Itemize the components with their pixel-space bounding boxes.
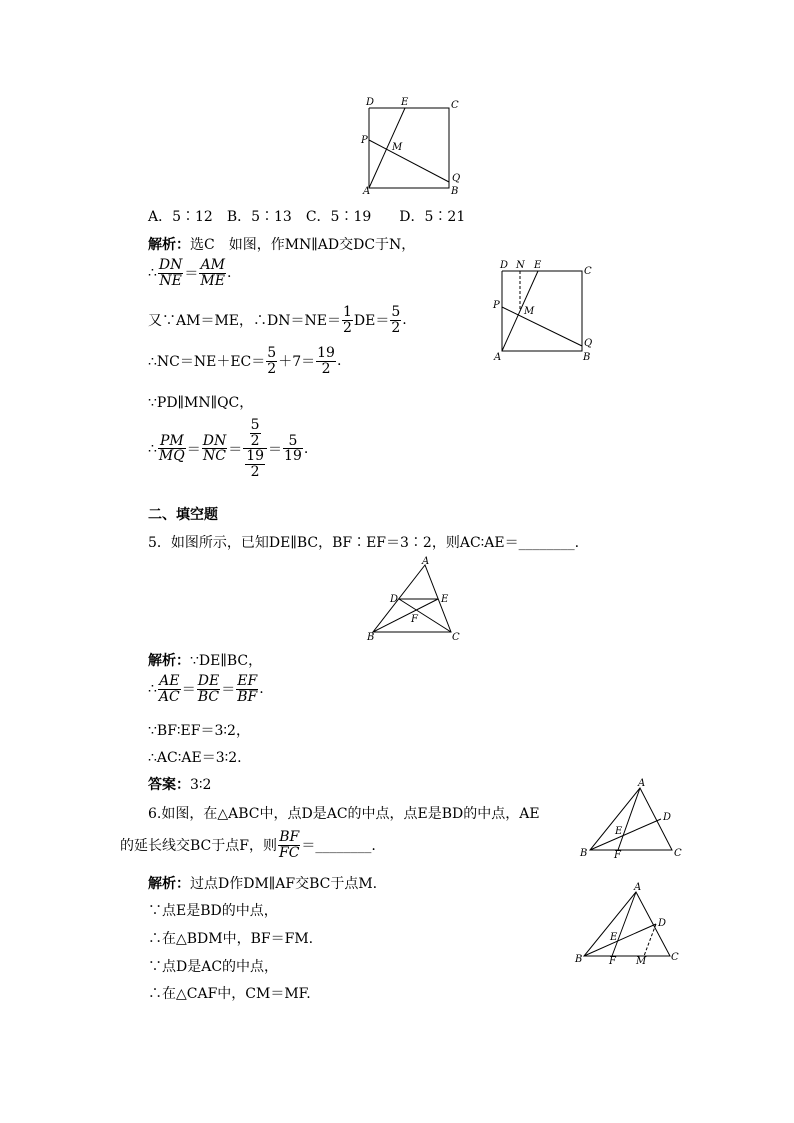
section-heading: 二、填空题 [148,507,218,523]
label-C: C [674,848,682,859]
answer-value: 3∶2 [190,777,212,793]
q4-step-4: ∵PD∥MN∥QC， [148,395,254,411]
label-A: A [363,186,371,197]
label-C: C [671,952,679,963]
solution-text: 选C 如图，作MN∥AD交DC于N， [190,237,416,253]
label-A: A [638,778,646,789]
label-B: B [580,848,588,859]
label-D: D [663,812,672,823]
label-C: C [452,632,460,643]
solution-text: 过点D作DM∥AF交BC于点M. [190,876,378,892]
q6-solution-line [148,873,377,893]
label-D: D [366,97,375,108]
label-C: C [584,266,592,277]
label-D: D [390,594,399,605]
q4-step-5: ∴ $\frac{PM}{MQ}$ ＝ $\frac{DN}{NC}$ ＝ $\frac{\frac{5}{2}}{\frac{19}{2}}$ ＝ $\frac{5}{19}$ . [148,417,309,481]
fraction: $\frac{AM}{ME}$ [200,257,225,289]
label-M: M [392,142,403,153]
solution-label: 解析： [148,876,190,892]
q6-step-4: ∴在△CAF中，CM＝MF. [148,986,311,1002]
label-F: F [411,614,418,625]
label-E: E [441,594,449,605]
fraction: $\frac{DE}{BC}$ [197,673,220,705]
label-N: N [516,260,525,271]
q6-step-1: ∵点E是BD的中点， [148,903,278,919]
label-M: M [636,956,647,967]
label-M: M [524,306,535,317]
label-E: E [610,932,618,943]
q4-step-1: ∴ $\frac{DN}{NE}$ ＝ $\frac{AM}{ME}$ . [148,257,232,289]
label-B: B [451,186,459,197]
q5-step-3: ∴AC∶AE＝3∶2. [148,750,242,766]
label-A: A [422,556,430,567]
fraction: $\frac{DN}{NC}$ [202,432,227,465]
fraction: $\frac{PM}{MQ}$ [158,432,185,465]
triangle-figure-q6 [576,780,686,860]
label-F: F [614,850,621,861]
fraction: $\frac{BF}{FC}$ [278,829,300,861]
fraction: $\frac{19}{2}$ [317,345,335,377]
label-F: F [609,956,616,967]
label-E: E [401,97,409,108]
label-E: E [615,826,623,837]
label-Q: Q [452,173,461,184]
q5-step-2: ∵BF∶EF＝3∶2， [148,723,250,739]
label-E: E [534,260,542,271]
solution-label: 解析： [148,653,190,669]
triangle-figure-q6-solution [574,884,684,968]
label-A: A [634,882,642,893]
q5-stem: 5．如图所示，已知DE∥BC，BF∶EF＝3∶2，则AC∶AE＝________. [148,535,580,551]
fraction: $\frac{DN}{NE}$ [158,257,183,289]
fraction: $\frac{5}{2}$ [267,345,277,377]
fraction: $\frac{EF}{BF}$ [237,673,258,705]
solution-label: 解析： [148,237,190,253]
q4-solution-line [148,234,415,254]
answer-label: 答案： [148,777,190,793]
fraction: $\frac{AE}{AC}$ [158,673,180,705]
fraction: $\frac{5}{2}$ [391,304,401,336]
q4-options: A．5∶12 B．5∶13 C．5∶19 D．5∶21 [148,209,466,225]
fraction: $\frac{5}{19}$ [284,432,302,465]
label-P: P [361,135,368,146]
q6-step-2: ∴在△BDM中，BF＝FM. [148,931,314,947]
q6-stem-line-1: 6.如图，在△ABC中，点D是AC的中点，点E是BD的中点，AE [148,806,540,822]
label-D: D [658,918,667,929]
complex-fraction: $\frac{\frac{5}{2}}{\frac{19}{2}}$ [243,418,267,480]
solution-text: ∵DE∥BC， [190,653,263,669]
q6-step-3: ∵点D是AC的中点， [148,959,279,975]
q5-solution-line [148,650,262,670]
label-B: B [575,954,583,965]
square-figure-top [360,96,460,200]
square-figure-with-n [492,262,592,366]
label-C: C [451,100,459,111]
label-Q: Q [584,338,593,349]
q5-step-1: ∴ $\frac{AE}{AC}$ ＝ $\frac{DE}{BC}$ ＝ $\frac{EF}{BF}$ . [148,673,264,705]
q5-answer-line [148,774,211,794]
label-D: D [500,260,509,271]
label-A: A [494,352,502,363]
label-B: B [583,352,591,363]
q4-step-3: ∴NC＝NE＋EC＝ $\frac{5}{2}$ ＋7＝ $\frac{19}{2}$ . [148,345,342,377]
q6-stem-line-2: 的延长线交BC于点F，则 $\frac{BF}{FC}$ ＝________. [120,829,376,861]
triangle-figure-q5 [364,558,464,642]
fraction: $\frac{1}{2}$ [342,304,352,336]
label-P: P [493,300,500,311]
label-B: B [367,632,375,643]
q4-step-2: 又∵AM＝ME，∴DN＝NE＝ $\frac{1}{2}$ DE＝ $\frac{5}{2}$ . [148,304,407,336]
